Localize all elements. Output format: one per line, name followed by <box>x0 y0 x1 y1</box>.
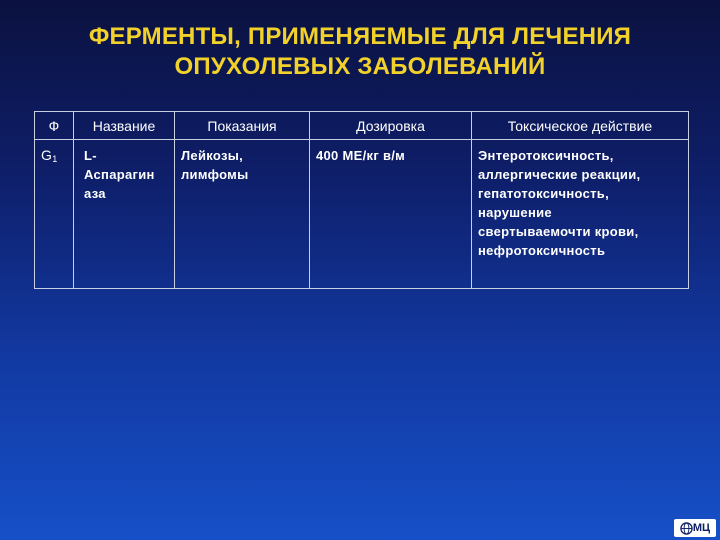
cell-name <box>74 140 175 289</box>
group-subscript: 1 <box>52 154 58 164</box>
toxicity-line-2: аллергические реакции, <box>478 167 641 182</box>
table-row <box>35 140 689 289</box>
header-group: Ф <box>35 112 74 140</box>
title-line-2: ОПУХОЛЕВЫХ ЗАБОЛЕВАНИЙ <box>174 53 546 80</box>
slide-title <box>0 22 720 82</box>
name-line-1: L- <box>84 148 97 163</box>
cell-indications <box>175 140 310 289</box>
table-header-row <box>35 112 689 140</box>
header-indications: Показания <box>175 112 310 140</box>
enzymes-table <box>34 111 689 289</box>
globe-icon <box>680 522 693 535</box>
cell-toxicity <box>472 140 689 289</box>
toxicity-line-4: нарушение <box>478 205 552 220</box>
toxicity-line-5: свертываемочти крови, <box>478 224 639 239</box>
toxicity-line-3: гепатотоксичность, <box>478 186 610 201</box>
group-letter: G <box>41 147 53 163</box>
title-line-1: ФЕРМЕНТЫ, ПРИМЕНЯЕМЫЕ ДЛЯ ЛЕЧЕНИЯ <box>88 23 632 50</box>
logo <box>674 519 716 537</box>
name-line-2: Аспарагин <box>84 167 155 182</box>
header-dosage: Дозировка <box>310 112 472 140</box>
header-name: Название <box>74 112 175 140</box>
logo-text: МЦ <box>692 522 711 534</box>
cell-group <box>35 140 74 289</box>
toxicity-line-1: Энтеротоксичность, <box>478 148 614 163</box>
header-toxicity: Токсическое действие <box>472 112 689 140</box>
toxicity-line-6: нефротоксичность <box>478 243 606 258</box>
cell-dosage: 400 МЕ/кг в/м <box>310 140 472 289</box>
name-line-3: аза <box>84 186 106 201</box>
indication-line-2: лимфомы <box>181 167 249 182</box>
indication-line-1: Лейкозы, <box>181 148 244 163</box>
